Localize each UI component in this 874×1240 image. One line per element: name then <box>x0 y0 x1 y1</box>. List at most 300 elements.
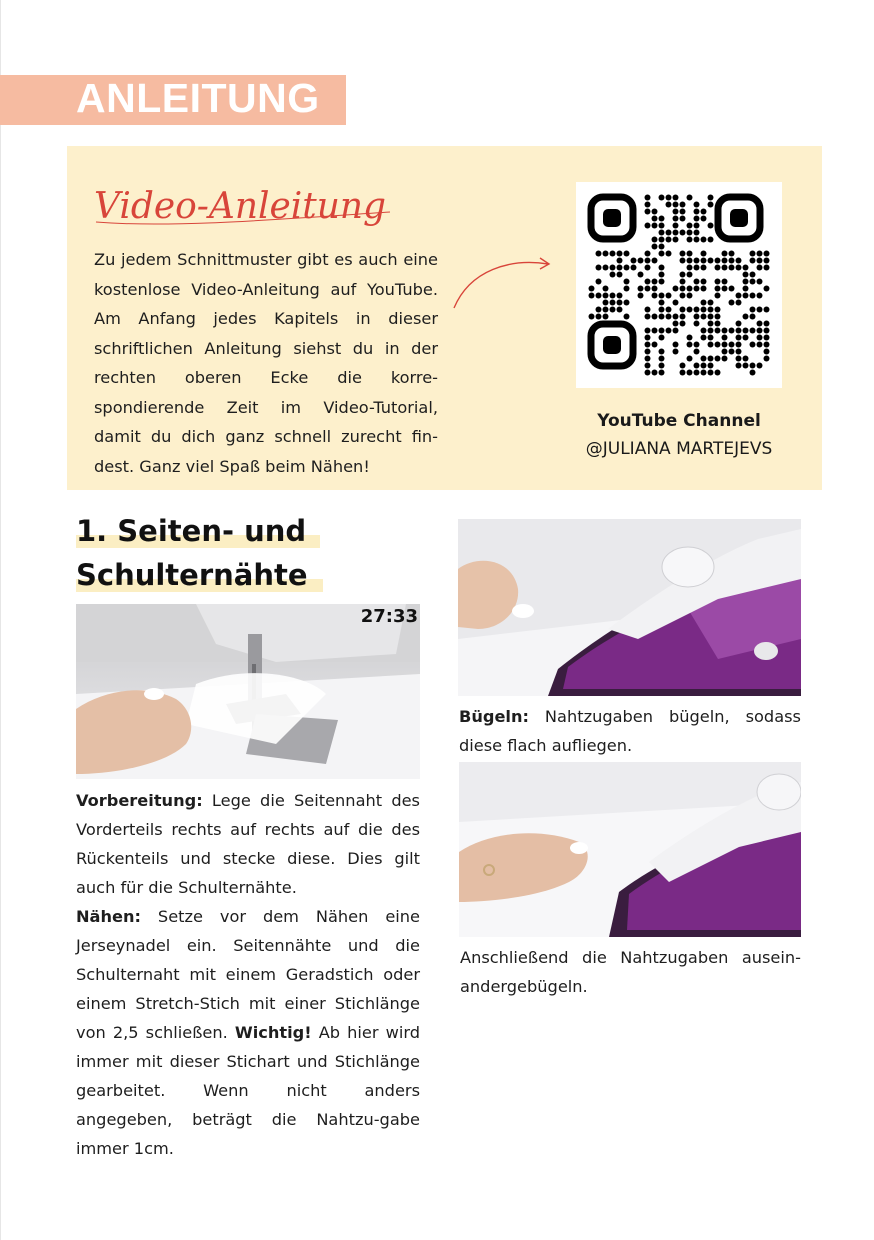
qr-dot <box>715 258 721 264</box>
qr-dot <box>694 307 700 313</box>
qr-dot <box>645 251 651 257</box>
important-text: Ab hier wird immer mit dieser Stichart und Stichlänge gearbeitet. Wenn nicht anders angegeben, beträgt die Nahtzu-gabe immer 1cm. <box>76 1023 421 1158</box>
qr-dot <box>743 272 749 278</box>
important-label: Wichtig! <box>234 1023 312 1042</box>
qr-dot <box>659 230 665 236</box>
qr-dot <box>764 349 770 355</box>
qr-dot <box>722 286 728 292</box>
qr-dot <box>659 279 665 285</box>
curved-arrow-icon <box>450 250 554 312</box>
qr-dot <box>743 356 749 362</box>
qr-dot <box>652 314 658 320</box>
qr-dot <box>722 279 728 285</box>
qr-dot <box>750 279 756 285</box>
qr-dot <box>701 258 707 264</box>
qr-dot <box>708 223 714 229</box>
qr-dot <box>673 209 679 215</box>
qr-dot <box>652 223 658 229</box>
qr-dot <box>701 370 707 376</box>
qr-dot <box>729 265 735 271</box>
qr-dot <box>694 230 700 236</box>
qr-dot <box>645 258 651 264</box>
qr-dot <box>736 300 742 306</box>
qr-dot <box>680 209 686 215</box>
qr-dot <box>687 223 693 229</box>
qr-dot <box>673 342 679 348</box>
qr-dot <box>757 307 763 313</box>
qr-dot <box>659 293 665 299</box>
qr-dot <box>659 251 665 257</box>
qr-dot <box>589 314 595 320</box>
qr-dot <box>610 251 616 257</box>
qr-dot <box>610 293 616 299</box>
qr-dot <box>652 209 658 215</box>
qr-dot <box>694 237 700 243</box>
qr-dot <box>701 279 707 285</box>
qr-dot <box>645 202 651 208</box>
qr-dot <box>638 293 644 299</box>
qr-dot <box>764 321 770 327</box>
qr-dot <box>715 293 721 299</box>
qr-dot <box>659 349 665 355</box>
qr-dot <box>645 328 651 334</box>
qr-dot <box>659 195 665 201</box>
qr-dot <box>750 328 756 334</box>
qr-dot <box>659 300 665 306</box>
qr-dot <box>652 286 658 292</box>
qr-dot <box>687 356 693 362</box>
qr-dot <box>764 328 770 334</box>
qr-dot <box>596 265 602 271</box>
qr-dot <box>715 370 721 376</box>
qr-dot <box>589 286 595 292</box>
qr-dot <box>757 279 763 285</box>
qr-dot <box>708 314 714 320</box>
video-anleitung-script-title <box>90 168 400 234</box>
qr-dot <box>715 356 721 362</box>
qr-dot <box>645 307 651 313</box>
qr-dot <box>652 279 658 285</box>
qr-dot <box>659 237 665 243</box>
qr-dot <box>757 342 763 348</box>
qr-dot <box>687 342 693 348</box>
qr-dot <box>729 300 735 306</box>
qr-dot <box>624 286 630 292</box>
qr-dot <box>764 356 770 362</box>
qr-dot <box>715 342 721 348</box>
section-title-line: Schulternähte <box>76 558 308 592</box>
qr-dot <box>694 286 700 292</box>
qr-dot <box>659 307 665 313</box>
qr-dot <box>722 251 728 257</box>
qr-dot <box>624 265 630 271</box>
qr-dot <box>701 237 707 243</box>
qr-dot <box>624 251 630 257</box>
sewing-text: Setze vor dem Nähen eine Jerseynadel ein. Seitennähte und die Schulternaht mit einem Geradstich oder einem Stretch-Stich mit einer Stichlänge von 2,5 schließen. <box>76 907 420 1042</box>
sewing-paragraph <box>76 902 420 1163</box>
ironing-paragraph <box>459 702 801 760</box>
ironing-apart-instructions <box>460 943 801 1001</box>
qr-dot <box>652 342 658 348</box>
qr-dot <box>708 370 714 376</box>
qr-dot <box>715 328 721 334</box>
qr-dot <box>596 293 602 299</box>
qr-dot <box>596 314 602 320</box>
qr-dot <box>729 286 735 292</box>
qr-dot <box>757 363 763 369</box>
qr-dot <box>659 370 665 376</box>
qr-dot <box>708 328 714 334</box>
qr-dot <box>687 335 693 341</box>
qr-dot <box>638 272 644 278</box>
qr-dot <box>659 314 665 320</box>
qr-dot <box>743 286 749 292</box>
left-instructions <box>76 786 420 1163</box>
qr-dot <box>750 370 756 376</box>
qr-dot <box>673 237 679 243</box>
qr-dot <box>603 251 609 257</box>
qr-dot <box>680 251 686 257</box>
qr-dot <box>694 349 700 355</box>
qr-dot <box>729 349 735 355</box>
qr-dot <box>673 223 679 229</box>
qr-dot <box>694 258 700 264</box>
qr-dot <box>659 244 665 250</box>
qr-dot <box>673 328 679 334</box>
qr-finder-pattern <box>718 197 760 239</box>
sewing-label: Nähen: <box>76 907 141 926</box>
qr-dot <box>652 293 658 299</box>
qr-dot <box>680 258 686 264</box>
ironing-apart-photo <box>459 762 801 937</box>
intro-paragraph: Zu jedem Schnittmuster gibt es auch eine kostenlose Video-Anleitung auf YouTube. Am Anfang jedes Kapitels in dieser schriftlichen Anleitung siehst du in der rechten oberen Ecke die korre-spondierende Zeit im Video-Tutorial, damit du dich ganz schnell zurecht fin-dest. Ganz viel Spaß beim Nähen! <box>94 250 438 476</box>
qr-dot <box>722 342 728 348</box>
qr-dot <box>708 321 714 327</box>
qr-dot <box>645 209 651 215</box>
qr-dot <box>645 223 651 229</box>
qr-dot <box>715 286 721 292</box>
qr-dot <box>694 370 700 376</box>
qr-dot <box>673 230 679 236</box>
qr-dot <box>638 286 644 292</box>
qr-dot <box>589 293 595 299</box>
qr-dot <box>715 279 721 285</box>
qr-dot <box>603 286 609 292</box>
qr-dot <box>701 216 707 222</box>
preparation-paragraph <box>76 786 420 902</box>
qr-dot <box>722 258 728 264</box>
qr-dot <box>666 202 672 208</box>
qr-dot <box>645 335 651 341</box>
ironing-text: Nahtzugaben bügeln, sodass diese flach aufliegen. <box>459 707 801 755</box>
qr-dot <box>757 293 763 299</box>
qr-dot <box>666 195 672 201</box>
qr-dot <box>708 237 714 243</box>
qr-dot <box>757 328 763 334</box>
qr-dot <box>708 335 714 341</box>
qr-dot <box>736 335 742 341</box>
qr-dot <box>673 202 679 208</box>
qr-dot <box>708 195 714 201</box>
qr-dot <box>687 230 693 236</box>
qr-dot <box>631 258 637 264</box>
qr-dot <box>694 314 700 320</box>
page-edge <box>0 0 1 1240</box>
qr-dot <box>708 202 714 208</box>
qr-dot <box>680 363 686 369</box>
qr-dot <box>659 335 665 341</box>
qr-dot <box>687 265 693 271</box>
qr-dot <box>680 216 686 222</box>
qr-dot <box>673 216 679 222</box>
qr-dot <box>701 314 707 320</box>
qr-dot <box>750 251 756 257</box>
qr-dot <box>736 321 742 327</box>
qr-dot <box>708 258 714 264</box>
page-title: ANLEITUNG <box>76 75 320 121</box>
qr-dot <box>715 265 721 271</box>
qr-dot <box>701 286 707 292</box>
qr-dot <box>736 349 742 355</box>
qr-dot <box>645 349 651 355</box>
qr-dot <box>666 251 672 257</box>
qr-dot <box>610 265 616 271</box>
qr-dot <box>673 300 679 306</box>
qr-dot <box>617 300 623 306</box>
qr-dot <box>736 258 742 264</box>
qr-dot <box>701 300 707 306</box>
qr-dot <box>666 328 672 334</box>
qr-dot <box>652 328 658 334</box>
qr-dot <box>645 370 651 376</box>
preparation-label: Vorbereitung: <box>76 791 203 810</box>
qr-dot <box>729 251 735 257</box>
qr-dot <box>603 293 609 299</box>
youtube-channel-handle: @JULIANA MARTEJEVS <box>585 439 773 459</box>
qr-dot <box>666 314 672 320</box>
qr-dot <box>701 363 707 369</box>
qr-dot <box>750 342 756 348</box>
ironing-instructions <box>459 702 801 760</box>
qr-dot <box>645 265 651 271</box>
qr-dot <box>743 328 749 334</box>
qr-dot <box>701 251 707 257</box>
video-timestamp: 27:33 <box>360 606 418 627</box>
qr-dot <box>694 265 700 271</box>
qr-dot <box>624 300 630 306</box>
qr-dot <box>687 251 693 257</box>
qr-dot <box>750 307 756 313</box>
qr-dot <box>603 314 609 320</box>
qr-dot <box>736 342 742 348</box>
qr-dot <box>659 272 665 278</box>
qr-dot <box>701 335 707 341</box>
qr-dot <box>757 321 763 327</box>
qr-dot <box>750 272 756 278</box>
qr-dot <box>708 363 714 369</box>
qr-dot <box>680 272 686 278</box>
qr-dot <box>645 363 651 369</box>
qr-dot <box>666 230 672 236</box>
qr-dot <box>722 328 728 334</box>
qr-dot <box>750 258 756 264</box>
qr-dot <box>757 265 763 271</box>
qr-dot <box>764 342 770 348</box>
ironing-label: Bügeln: <box>459 707 529 726</box>
qr-dot <box>659 328 665 334</box>
qr-dot <box>764 335 770 341</box>
qr-dot <box>652 244 658 250</box>
qr-dot <box>764 286 770 292</box>
qr-dot <box>722 265 728 271</box>
qr-dot <box>617 251 623 257</box>
qr-dot <box>596 279 602 285</box>
qr-dot <box>680 230 686 236</box>
qr-dot <box>687 272 693 278</box>
qr-dot <box>757 335 763 341</box>
ironing-photo <box>458 519 801 696</box>
qr-dot <box>729 328 735 334</box>
qr-dot <box>743 293 749 299</box>
qr-dot <box>743 279 749 285</box>
preparation-text: Lege die Seitennaht des Vorderteils rechts auf rechts auf die des Rückenteils und stecke diese. Dies gilt auch für die Schulternähte. <box>76 791 420 897</box>
qr-dot <box>645 279 651 285</box>
qr-dot <box>659 265 665 271</box>
qr-dot <box>743 363 749 369</box>
qr-dot <box>757 251 763 257</box>
qr-dot <box>701 328 707 334</box>
qr-dot <box>715 314 721 320</box>
qr-dot <box>645 195 651 201</box>
qr-dot <box>659 356 665 362</box>
qr-dot <box>624 279 630 285</box>
qr-dot <box>680 314 686 320</box>
qr-dot <box>736 265 742 271</box>
qr-dot <box>610 307 616 313</box>
qr-dot <box>736 328 742 334</box>
qr-dot <box>659 223 665 229</box>
qr-dot <box>673 321 679 327</box>
qr-dot <box>750 293 756 299</box>
qr-dot <box>764 251 770 257</box>
qr-dot <box>673 349 679 355</box>
qr-dot <box>708 356 714 362</box>
qr-dot <box>680 202 686 208</box>
qr-dot <box>764 258 770 264</box>
qr-dot <box>680 286 686 292</box>
qr-dot <box>722 335 728 341</box>
section-title <box>76 509 336 597</box>
qr-dot <box>673 286 679 292</box>
qr-dot <box>694 202 700 208</box>
qr-dot <box>673 195 679 201</box>
qr-dot <box>722 349 728 355</box>
qr-dot <box>701 356 707 362</box>
qr-dot <box>603 300 609 306</box>
qr-dot <box>617 265 623 271</box>
qr-dot <box>694 223 700 229</box>
qr-dot <box>729 342 735 348</box>
qr-finder-pattern <box>591 324 633 366</box>
qr-dot <box>757 258 763 264</box>
qr-dot <box>764 265 770 271</box>
qr-dot <box>603 307 609 313</box>
qr-dot <box>736 363 742 369</box>
qr-dot <box>687 293 693 299</box>
qr-dot <box>596 307 602 313</box>
qr-dot <box>715 321 721 327</box>
qr-dot <box>680 321 686 327</box>
qr-dot <box>652 216 658 222</box>
sewing-machine-photo <box>76 604 420 779</box>
qr-dot <box>764 307 770 313</box>
qr-dot <box>694 279 700 285</box>
qr-dot <box>645 342 651 348</box>
qr-dot <box>645 286 651 292</box>
qr-dot <box>715 307 721 313</box>
qr-dot <box>652 370 658 376</box>
qr-dot <box>638 258 644 264</box>
qr-dot <box>680 307 686 313</box>
qr-dot <box>736 356 742 362</box>
youtube-qr-code[interactable] <box>576 182 782 388</box>
qr-dot <box>659 363 665 369</box>
qr-dot <box>708 342 714 348</box>
qr-dot <box>701 307 707 313</box>
qr-dot <box>687 237 693 243</box>
qr-dot <box>680 370 686 376</box>
qr-dot <box>687 258 693 264</box>
qr-dot <box>743 335 749 341</box>
section-title-line: 1. Seiten- und <box>76 514 307 548</box>
qr-dot <box>617 293 623 299</box>
qr-dot <box>617 258 623 264</box>
qr-dot <box>631 265 637 271</box>
qr-dot <box>666 293 672 299</box>
qr-dot <box>645 356 651 362</box>
qr-dot <box>750 314 756 320</box>
qr-dot <box>666 237 672 243</box>
qr-dot <box>750 363 756 369</box>
svg-text:Video-Anleitung: Video-Anleitung <box>94 186 386 227</box>
qr-dot <box>736 293 742 299</box>
qr-dot <box>617 307 623 313</box>
qr-dot <box>701 265 707 271</box>
qr-dot <box>694 321 700 327</box>
qr-dot <box>722 356 728 362</box>
qr-dot <box>673 314 679 320</box>
qr-dot <box>596 251 602 257</box>
qr-dot <box>687 286 693 292</box>
qr-dot <box>687 307 693 313</box>
qr-dot <box>694 342 700 348</box>
qr-dot <box>652 258 658 264</box>
qr-dot <box>708 307 714 313</box>
qr-dot <box>743 265 749 271</box>
qr-dot <box>610 300 616 306</box>
qr-dot <box>694 216 700 222</box>
qr-dot <box>645 314 651 320</box>
qr-dot <box>743 314 749 320</box>
qr-dot <box>701 209 707 215</box>
qr-dot <box>694 363 700 369</box>
qr-dot <box>624 314 630 320</box>
qr-dot <box>680 293 686 299</box>
ironing-apart-text: Anschließend die Nahtzugaben ausein-andergebügeln. <box>460 948 801 996</box>
qr-dot <box>687 370 693 376</box>
qr-dot <box>666 307 672 313</box>
qr-dot <box>617 272 623 278</box>
